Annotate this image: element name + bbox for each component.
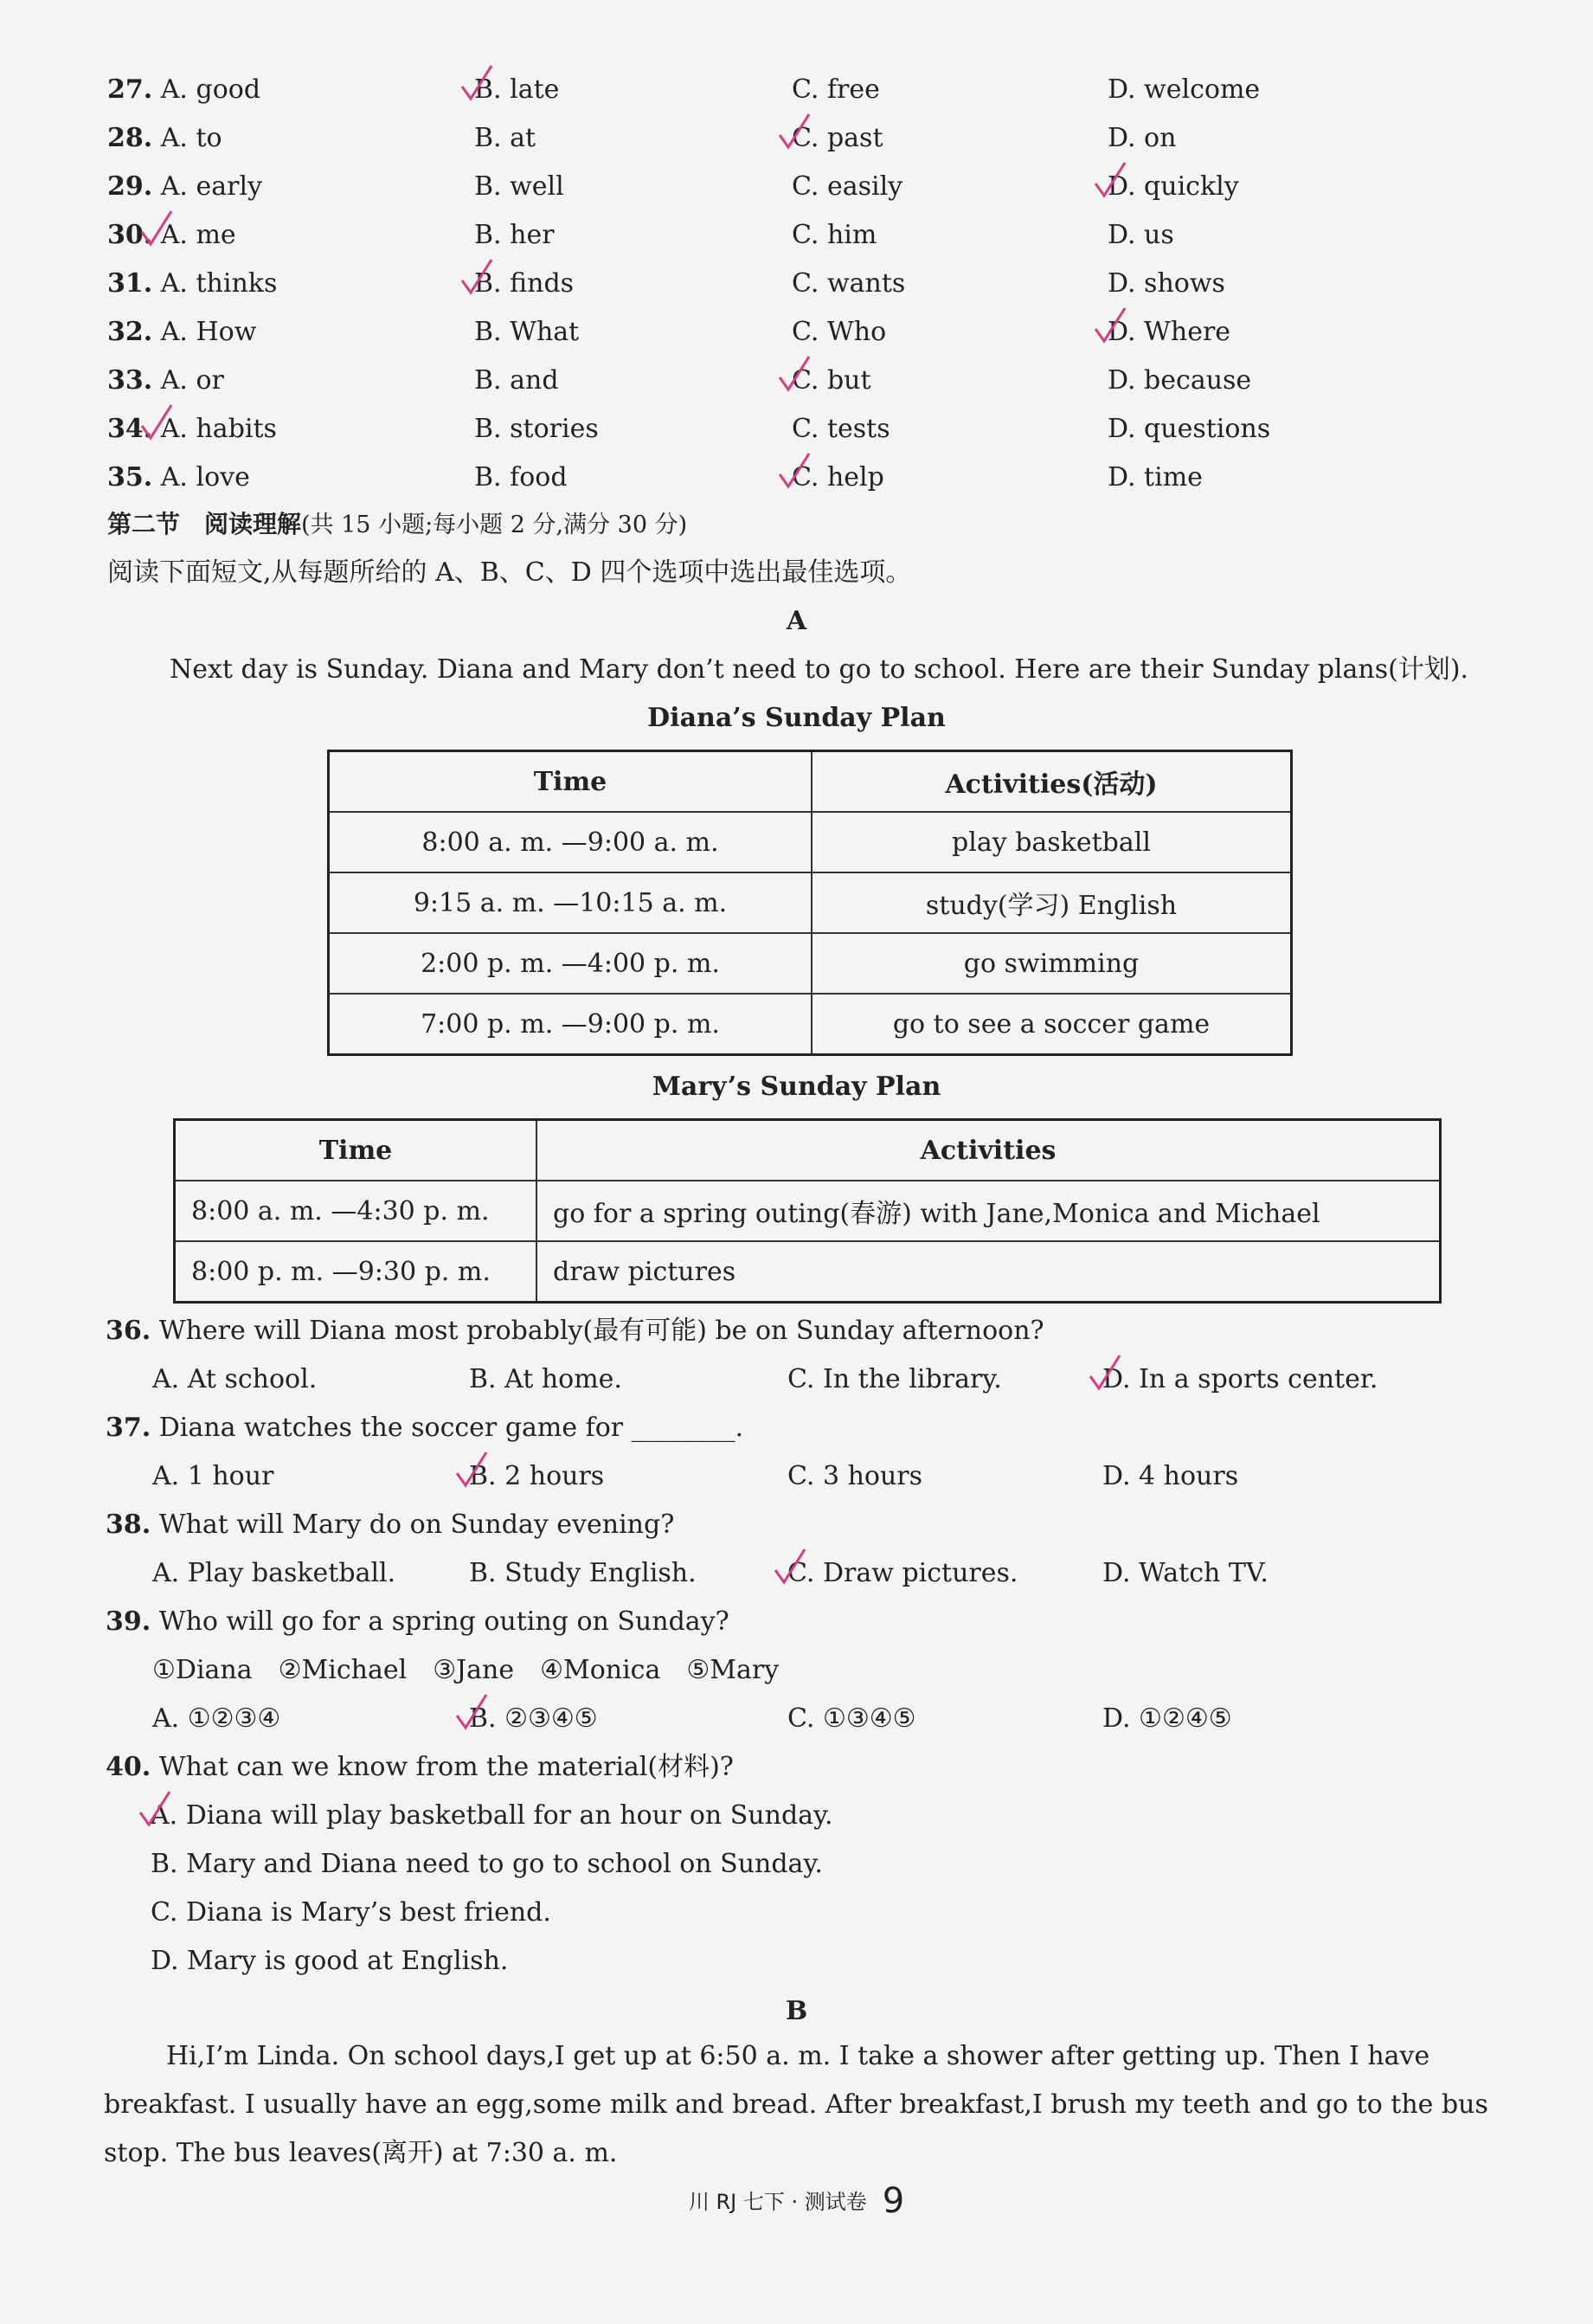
q39-option-a[interactable]: A. ①②③④: [152, 1703, 281, 1734]
cloze-33-a[interactable]: [107, 364, 224, 398]
option-text: A. thinks: [160, 268, 278, 299]
mary-plan-title: Mary’s Sunday Plan: [652, 1072, 941, 1102]
passage-a-intro: Next day is Sunday. Diana and Mary don’t need to go to school. Here are their Sunday plans(计划).: [170, 654, 1469, 685]
table-row: [329, 933, 1292, 994]
q39-option-b[interactable]: B. ②③④⑤: [469, 1703, 598, 1734]
question-number: 31.: [107, 268, 153, 299]
cloze-32-c[interactable]: C. Who: [792, 317, 887, 347]
option-text: A. good: [160, 74, 261, 105]
cloze-32-d[interactable]: D. Where: [1108, 317, 1231, 347]
q39-people-list: ①Diana ②Michael ③Jane ④Monica ⑤Mary: [152, 1655, 780, 1685]
q36-option-b[interactable]: B. At home.: [469, 1364, 622, 1394]
table-cell-activity: go swimming: [812, 933, 1292, 994]
cloze-28-b[interactable]: B. at: [474, 123, 536, 153]
cloze-34-a[interactable]: [107, 412, 277, 447]
cloze-30-c[interactable]: C. him: [792, 220, 877, 250]
option-text: A. me: [160, 220, 236, 250]
question-number: 27.: [107, 74, 153, 105]
q39-option-c[interactable]: C. ①③④⑤: [787, 1703, 916, 1734]
cloze-31-c[interactable]: C. wants: [792, 268, 906, 299]
q38-option-d[interactable]: D. Watch TV.: [1102, 1558, 1269, 1588]
cloze-29-b[interactable]: B. well: [474, 171, 564, 202]
diana-plan-table: [327, 750, 1293, 1056]
passage-b-line: Hi,I’m Linda. On school days,I get up at 6:50 a. m. I take a shower after getting up. Then I have: [166, 2041, 1430, 2071]
option-text: A. early: [160, 171, 263, 202]
cloze-27-c[interactable]: C. free: [792, 74, 880, 105]
question-number: 32.: [107, 317, 153, 347]
question-number: 36.: [106, 1316, 151, 1346]
table-cell-time: 8:00 a. m. —9:00 a. m.: [329, 812, 813, 872]
cloze-28-d[interactable]: D. on: [1108, 123, 1177, 153]
cloze-32-a[interactable]: [107, 315, 256, 350]
q36-option-a[interactable]: A. At school.: [152, 1364, 318, 1394]
table-cell-time: 8:00 a. m. —4:30 p. m.: [175, 1181, 537, 1241]
table-row: [175, 1241, 1441, 1303]
section-instruction: 阅读下面短文,从每题所给的 A、B、C、D 四个选项中选出最佳选项。: [107, 557, 912, 588]
q36-option-c[interactable]: C. In the library.: [787, 1364, 1002, 1394]
cloze-32-b[interactable]: B. What: [474, 317, 580, 347]
passage-b-line: stop. The bus leaves(离开) at 7:30 a. m.: [104, 2138, 618, 2168]
option-text: A. How: [160, 317, 257, 347]
question-number: 37.: [106, 1413, 151, 1443]
cloze-30-a[interactable]: [107, 218, 236, 253]
table-cell-activity: draw pictures: [536, 1241, 1441, 1303]
q37-option-b[interactable]: B. 2 hours: [469, 1461, 605, 1491]
cloze-35-c[interactable]: C. help: [792, 462, 884, 492]
cloze-30-d[interactable]: D. us: [1108, 220, 1174, 250]
cloze-27-a[interactable]: [107, 73, 260, 107]
passage-b-text: [104, 2032, 1509, 2178]
cloze-35-d[interactable]: D. time: [1108, 462, 1203, 492]
table-cell-time: 2:00 p. m. —4:00 p. m.: [329, 933, 813, 994]
table-header-time: Time: [175, 1120, 537, 1181]
section-heading: [107, 507, 687, 543]
table-cell-time: 9:15 a. m. —10:15 a. m.: [329, 872, 813, 933]
table-row: [175, 1181, 1441, 1241]
question-number: 30.: [107, 220, 153, 250]
question-number: 29.: [107, 171, 153, 202]
cloze-29-d[interactable]: D. quickly: [1108, 171, 1239, 202]
cloze-31-b[interactable]: B. finds: [474, 268, 575, 299]
q36-option-d[interactable]: D. In a sports center.: [1102, 1364, 1378, 1394]
cloze-34-b[interactable]: B. stories: [474, 414, 599, 444]
table-row: [329, 994, 1292, 1055]
question-number: 28.: [107, 123, 153, 153]
cloze-34-d[interactable]: D. questions: [1108, 414, 1271, 444]
question-text: Who will go for a spring outing on Sunday?: [158, 1606, 729, 1637]
question-number: 39.: [106, 1606, 151, 1637]
cloze-30-b[interactable]: B. her: [474, 220, 555, 250]
q39-option-d[interactable]: D. ①②④⑤: [1102, 1703, 1232, 1734]
cloze-27-b[interactable]: B. late: [474, 74, 560, 105]
option-text: A. habits: [160, 414, 277, 444]
question-38: [106, 1508, 674, 1542]
question-39: [106, 1605, 729, 1639]
cloze-34-c[interactable]: C. tests: [792, 414, 890, 444]
question-text: What can we know from the material(材料)?: [158, 1752, 734, 1782]
question-text: Diana watches the soccer game for ________.: [158, 1413, 744, 1443]
cloze-31-d[interactable]: D. shows: [1108, 268, 1225, 299]
question-36: [106, 1314, 1044, 1349]
cloze-28-c[interactable]: C. past: [792, 123, 883, 153]
q40-option-c[interactable]: C. Diana is Mary’s best friend.: [151, 1897, 551, 1928]
question-text: Where will Diana most probably(最有可能) be on Sunday afternoon?: [158, 1316, 1044, 1346]
q37-option-a[interactable]: A. 1 hour: [152, 1461, 274, 1491]
table-cell-activity: go to see a soccer game: [812, 994, 1292, 1055]
table-header-row: [329, 751, 1292, 813]
footer-label: 川 RJ 七下 · 测试卷: [688, 2190, 867, 2214]
q38-option-a[interactable]: A. Play basketball.: [152, 1558, 396, 1588]
cloze-35-a[interactable]: [107, 460, 250, 495]
passage-b-line: breakfast. I usually have an egg,some milk and bread. After breakfast,I brush my teeth and go to the bus: [104, 2089, 1488, 2120]
section-score: (共 15 小题;每小题 2 分,满分 30 分): [301, 512, 688, 538]
table-header-activities: Activities: [536, 1120, 1441, 1181]
q37-option-c[interactable]: C. 3 hours: [787, 1461, 923, 1491]
q40-option-a[interactable]: A. Diana will play basketball for an hour on Sunday.: [151, 1800, 833, 1831]
question-number: 34.: [107, 414, 153, 444]
question-number: 38.: [106, 1510, 151, 1540]
page-number: 9: [882, 2181, 905, 2221]
cloze-29-c[interactable]: C. easily: [792, 171, 903, 202]
cloze-28-a[interactable]: [107, 121, 222, 156]
table-row: [329, 812, 1292, 872]
q38-option-b[interactable]: B. Study English.: [469, 1558, 697, 1588]
page-footer: [0, 2181, 1593, 2221]
option-text: A. or: [160, 365, 224, 396]
table-cell-activity: play basketball: [812, 812, 1292, 872]
table-cell-activity: go for a spring outing(春游) with Jane,Monica and Michael: [536, 1181, 1441, 1241]
question-number: 40.: [106, 1752, 151, 1782]
q38-option-c[interactable]: C. Draw pictures.: [787, 1558, 1018, 1588]
table-header-time: Time: [329, 751, 813, 813]
cloze-29-a[interactable]: [107, 170, 262, 204]
q40-option-b[interactable]: B. Mary and Diana need to go to school on Sunday.: [151, 1849, 823, 1879]
table-cell-activity: study(学习) English: [812, 872, 1292, 933]
cloze-27-d[interactable]: D. welcome: [1108, 74, 1261, 105]
cloze-35-b[interactable]: B. food: [474, 462, 568, 492]
table-header-activities: Activities(活动): [812, 751, 1292, 813]
question-number: 35.: [107, 462, 153, 492]
passage-label-b: B: [785, 1996, 808, 2026]
question-number: 33.: [107, 365, 153, 396]
cloze-33-b[interactable]: B. and: [474, 365, 559, 396]
section-title: 第二节 阅读理解: [107, 510, 302, 538]
cloze-33-c[interactable]: C. but: [792, 365, 871, 396]
cloze-31-a[interactable]: [107, 267, 277, 301]
option-text: A. to: [160, 123, 222, 153]
option-text: A. love: [160, 462, 250, 492]
q40-option-d[interactable]: D. Mary is good at English.: [151, 1946, 509, 1976]
question-37: [106, 1411, 743, 1445]
q37-option-d[interactable]: D. 4 hours: [1102, 1461, 1239, 1491]
table-row: [329, 872, 1292, 933]
question-40: [106, 1750, 734, 1785]
table-header-row: [175, 1120, 1441, 1181]
table-cell-time: 8:00 p. m. —9:30 p. m.: [175, 1241, 537, 1303]
cloze-33-d[interactable]: D. because: [1108, 365, 1252, 396]
table-cell-time: 7:00 p. m. —9:00 p. m.: [329, 994, 813, 1055]
passage-label-a: A: [786, 606, 807, 636]
question-text: What will Mary do on Sunday evening?: [158, 1510, 675, 1540]
diana-plan-title: Diana’s Sunday Plan: [647, 703, 946, 733]
mary-plan-table: [173, 1118, 1442, 1304]
